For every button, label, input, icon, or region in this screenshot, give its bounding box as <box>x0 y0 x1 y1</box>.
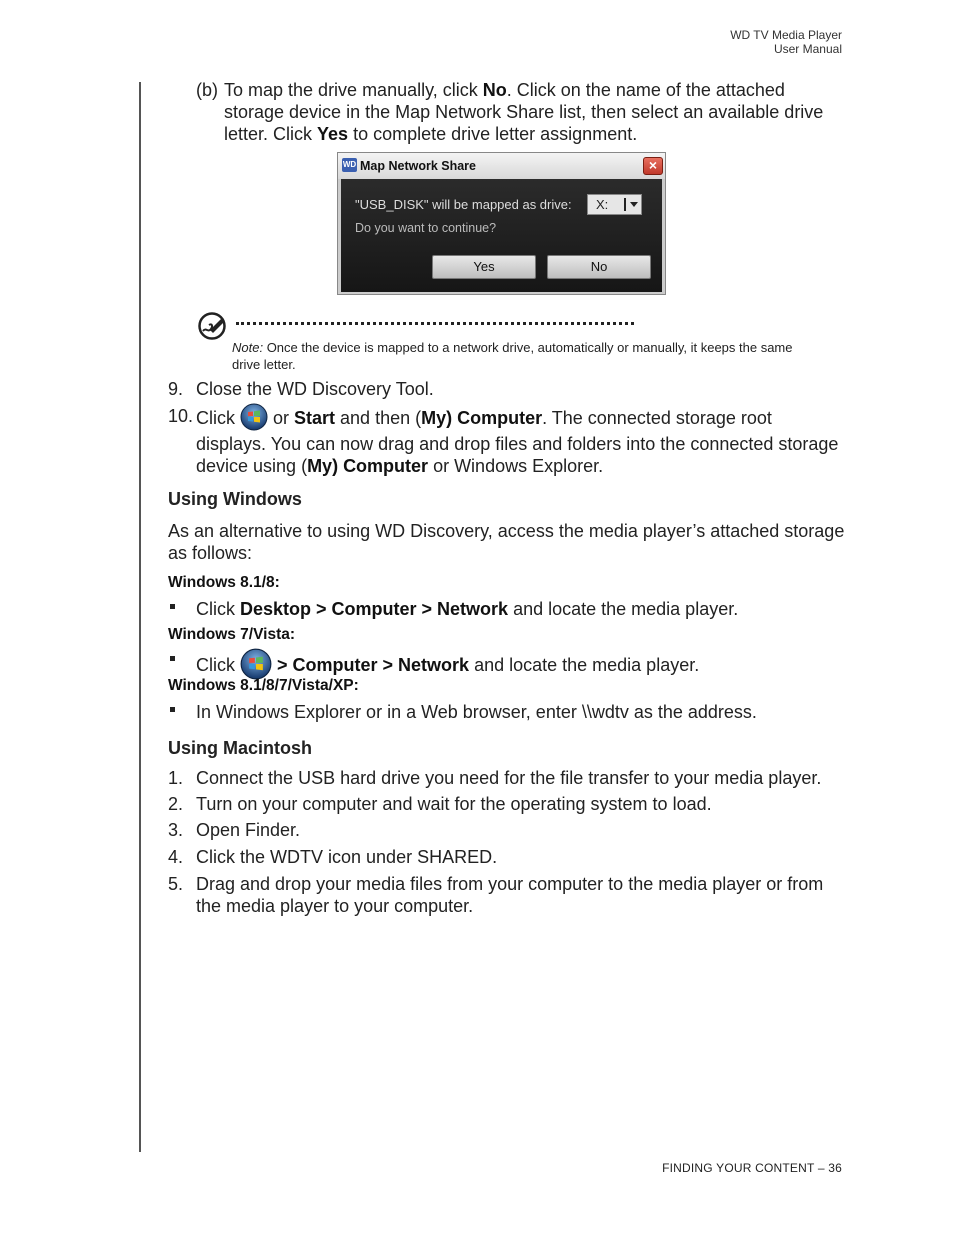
mac-step-text: Drag and drop your media files from your computer to the media player or from the media player to your computer. <box>196 874 824 916</box>
mac-step-text: Open Finder. <box>196 820 301 840</box>
header-doc: User Manual <box>773 42 842 56</box>
windows-all-instruction: In Windows Explorer or in a Web browser, enter \\wdtv as the address. <box>196 702 757 722</box>
page-header <box>730 28 842 56</box>
margin-rule <box>139 82 141 1152</box>
header-product: WD TV Media Player <box>730 28 842 42</box>
close-icon[interactable]: × <box>643 157 663 175</box>
bullet <box>170 656 175 661</box>
step-10-text: Click or Start and then (My) Computer. The connected storage root displays. You can now drag and drop files and folders into the connected storage device using (My) Computer or Windows Explorer. <box>196 405 846 477</box>
windows-start-orb-icon <box>240 648 272 680</box>
drive-letter-value: X: <box>596 197 609 212</box>
chevron-down-icon <box>630 202 638 207</box>
mac-step-text: Click the WDTV icon under SHARED. <box>196 847 498 867</box>
mac-step-number: 1. <box>168 768 184 788</box>
no-button[interactable]: No <box>547 255 651 279</box>
page-footer: FINDING YOUR CONTENT – 36 <box>662 1161 842 1175</box>
note-divider <box>236 322 634 325</box>
note-pencil-icon <box>197 311 227 341</box>
yes-button[interactable]: Yes <box>432 255 536 279</box>
step-10-number: 10. <box>168 406 194 426</box>
wd-logo-icon: WD <box>342 158 357 172</box>
windows-7-instruction: Click > Computer > Network and locate the media player. <box>196 650 699 682</box>
drive-letter-select[interactable] <box>587 194 642 215</box>
dialog-message: "USB_DISK" will be mapped as drive: <box>355 197 572 212</box>
step-9-text: Close the WD Discovery Tool. <box>196 379 434 399</box>
select-divider <box>624 198 626 211</box>
windows-all-heading: Windows 8.1/8/7/Vista/XP: <box>168 677 359 694</box>
windows-81-heading: Windows 8.1/8: <box>168 574 280 591</box>
bullet <box>170 604 175 609</box>
windows-7-heading: Windows 7/Vista: <box>168 626 296 643</box>
note-label: Note: <box>232 340 264 355</box>
mac-step-number: 2. <box>168 794 184 814</box>
step-9-number: 9. <box>168 379 184 399</box>
step-b-marker: (b) <box>196 80 218 100</box>
dialog-question: Do you want to continue? <box>355 221 497 235</box>
using-windows-intro: As an alternative to using WD Discovery, access the media player’s attached storage as follows: <box>168 521 845 563</box>
map-network-share-dialog <box>337 152 666 295</box>
dialog-title: Map Network Share <box>360 159 477 173</box>
mac-step-text: Connect the USB hard drive you need for the file transfer to your media player. <box>196 768 822 788</box>
using-mac-heading: Using Macintosh <box>168 738 313 758</box>
step-b-text: To map the drive manually, click No. Click on the name of the attached storage device in the Map Network Share list, then select an available drive letter. Click Yes to complete drive letter assignment. <box>224 80 824 144</box>
using-windows-heading: Using Windows <box>168 489 302 509</box>
mac-step-number: 5. <box>168 874 184 894</box>
windows-81-instruction: Click Desktop > Computer > Network and locate the media player. <box>196 599 739 619</box>
dialog-body <box>341 179 662 292</box>
mac-step-number: 4. <box>168 847 184 867</box>
mac-step-text: Turn on your computer and wait for the operating system to load. <box>196 794 712 814</box>
note-text: Note: Once the device is mapped to a network drive, automatically or manually, it keeps the same drive letter. <box>232 340 793 372</box>
dialog-titlebar <box>338 153 665 179</box>
windows-start-orb-icon <box>240 403 268 431</box>
mac-step-number: 3. <box>168 820 184 840</box>
bullet <box>170 707 175 712</box>
